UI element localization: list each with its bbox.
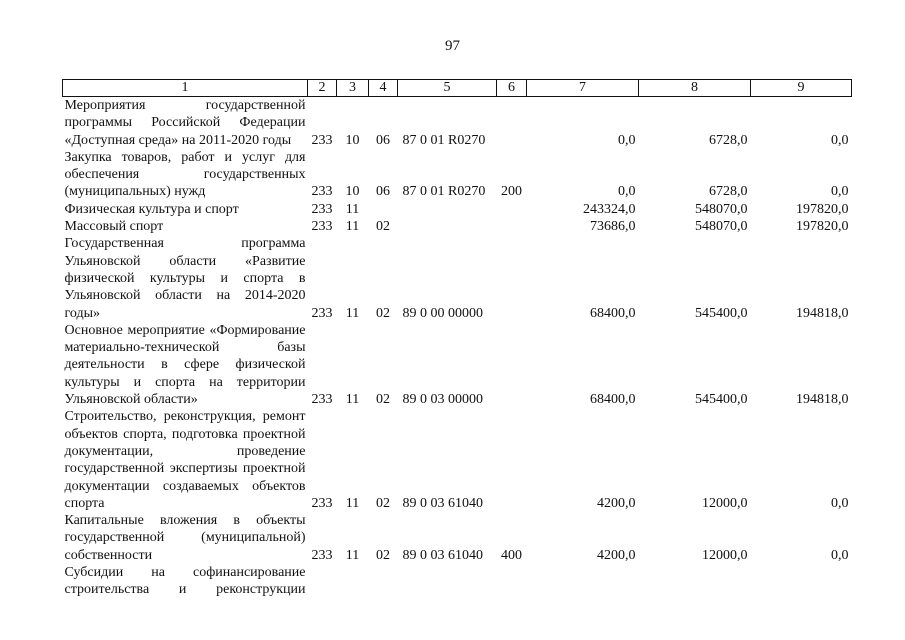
row-ministry-code: 233: [311, 305, 333, 321]
row-amount-8: 545400,0: [695, 392, 748, 408]
row-amount-7: 4200,0: [597, 495, 636, 511]
row-expense-type: [497, 408, 527, 512]
row-section-code: 11: [345, 547, 360, 563]
budget-table: [62, 79, 852, 599]
row-expense-type: [497, 201, 527, 218]
row-amount-8: [639, 564, 751, 599]
row-target-code: 87 0 01 R0270: [402, 132, 486, 148]
row-target-code: 87 0 01 R0270: [402, 184, 486, 200]
row-ministry-code: 233: [311, 392, 333, 408]
row-expense-type: [497, 564, 527, 599]
row-amount-8: 12000,0: [702, 495, 748, 511]
row-amount-8: 6728,0: [709, 184, 748, 200]
row-amount-9: 0,0: [831, 132, 849, 148]
row-ministry-code: [308, 564, 337, 599]
row-amount-7: 68400,0: [590, 305, 636, 321]
table-row: [63, 235, 852, 321]
row-amount-7: 4200,0: [597, 547, 636, 563]
page-number: 97: [445, 38, 460, 54]
row-subsection-code: 02: [376, 495, 390, 511]
header-cell-6: 6: [497, 80, 527, 97]
row-amount-8: 6728,0: [709, 132, 748, 148]
table-row: [63, 512, 852, 564]
row-expense-type: [497, 97, 527, 149]
row-amount-9: 194818,0: [796, 305, 849, 321]
row-amount-9: 194818,0: [796, 392, 849, 408]
row-expense-type: 200: [501, 184, 522, 200]
row-amount-9: [751, 564, 852, 599]
row-name: Основное мероприятие «Формирование материально-технической базы деятельности в сфере физической культуры и спорта на территории Ульяновской области»: [64, 322, 306, 408]
header-cell-4: 4: [369, 80, 398, 97]
row-subsection-code: [369, 564, 398, 599]
row-amount-8: 548070,0: [695, 219, 748, 235]
header-cell-2: 2: [308, 80, 337, 97]
row-amount-7: 0,0: [618, 132, 636, 148]
row-section-code: 10: [345, 132, 360, 148]
row-target-code: [398, 201, 497, 218]
header-cell-5: 5: [398, 80, 497, 97]
row-section-code: 11: [345, 495, 360, 511]
row-target-code: 89 0 03 00000: [402, 392, 483, 408]
row-name: Массовый спорт: [64, 219, 164, 235]
row-amount-9: 0,0: [831, 495, 849, 511]
row-section-code: 10: [345, 184, 360, 200]
header-cell-7: 7: [527, 80, 639, 97]
row-subsection-code: 02: [376, 392, 390, 408]
row-ministry-code: 233: [311, 184, 333, 200]
row-expense-type: [497, 322, 527, 408]
row-amount-7: [527, 564, 639, 599]
row-subsection-code: 06: [376, 184, 390, 200]
row-section-code: 11: [345, 201, 360, 217]
header-cell-1: 1: [63, 80, 308, 97]
row-amount-8: 545400,0: [695, 305, 748, 321]
table-body: [63, 97, 852, 599]
row-subsection-code: 02: [376, 219, 390, 235]
table-row: [63, 322, 852, 408]
row-amount-7: 0,0: [618, 184, 636, 200]
row-amount-8: 548070,0: [695, 201, 748, 217]
row-name: Закупка товаров, работ и услуг для обеспечения государственных (муниципальных) нужд: [64, 149, 306, 200]
row-amount-7: 73686,0: [590, 219, 636, 235]
table-row: [63, 149, 852, 201]
row-subsection-code: 06: [376, 132, 390, 148]
row-ministry-code: 233: [311, 201, 333, 217]
header-cell-9: 9: [751, 80, 852, 97]
header-row: [63, 80, 852, 97]
row-target-code: 89 0 00 00000: [402, 305, 483, 321]
row-expense-type: 400: [501, 547, 522, 563]
header-cell-3: 3: [337, 80, 369, 97]
row-amount-9: 0,0: [831, 547, 849, 563]
row-ministry-code: 233: [311, 495, 333, 511]
row-name: Субсидии на софинансирование строительства и реконструкции: [64, 565, 306, 598]
row-section-code: [337, 564, 369, 599]
row-section-code: 11: [345, 219, 360, 235]
row-amount-9: 197820,0: [796, 201, 849, 217]
row-expense-type: [497, 218, 527, 235]
row-name: Строительство, реконструкция, ремонт объектов спорта, подготовка проектной документации, проведение государственной экспертизы проектной документации создаваемых объектов спорта: [64, 409, 306, 511]
row-target-code: [398, 564, 497, 599]
row-expense-type: [497, 235, 527, 321]
row-target-code: [398, 218, 497, 235]
row-section-code: 11: [345, 392, 360, 408]
row-amount-7: 68400,0: [590, 392, 636, 408]
row-subsection-code: 02: [376, 547, 390, 563]
row-amount-7: 243324,0: [583, 201, 636, 217]
table-row: [63, 564, 852, 599]
table-row: [63, 97, 852, 149]
row-subsection-code: 02: [376, 305, 390, 321]
row-section-code: 11: [345, 305, 360, 321]
row-name: Капитальные вложения в объекты государственной (муниципальной) собственности: [64, 513, 306, 563]
row-target-code: 89 0 03 61040: [402, 547, 483, 563]
row-name: Государственная программа Ульяновской области «Развитие физической культуры и спорта в Ульяновской области на 2014-2020 годы»: [64, 236, 306, 321]
row-amount-9: 0,0: [831, 184, 849, 200]
row-subsection-code: [369, 201, 398, 218]
row-ministry-code: 233: [311, 132, 333, 148]
row-name: Физическая культура и спорт: [64, 201, 239, 217]
header-cell-8: 8: [639, 80, 751, 97]
row-ministry-code: 233: [311, 547, 333, 563]
row-amount-9: 197820,0: [796, 219, 849, 235]
table-row: [63, 201, 852, 218]
table-row: [63, 408, 852, 512]
row-ministry-code: 233: [311, 219, 333, 235]
table-header: [63, 80, 852, 97]
row-amount-8: 12000,0: [702, 547, 748, 563]
table-row: [63, 218, 852, 235]
row-target-code: 89 0 03 61040: [402, 495, 483, 511]
row-name: Мероприятия государственной программы Российской Федерации «Доступная среда» на 2011-2020 годы: [64, 98, 306, 148]
